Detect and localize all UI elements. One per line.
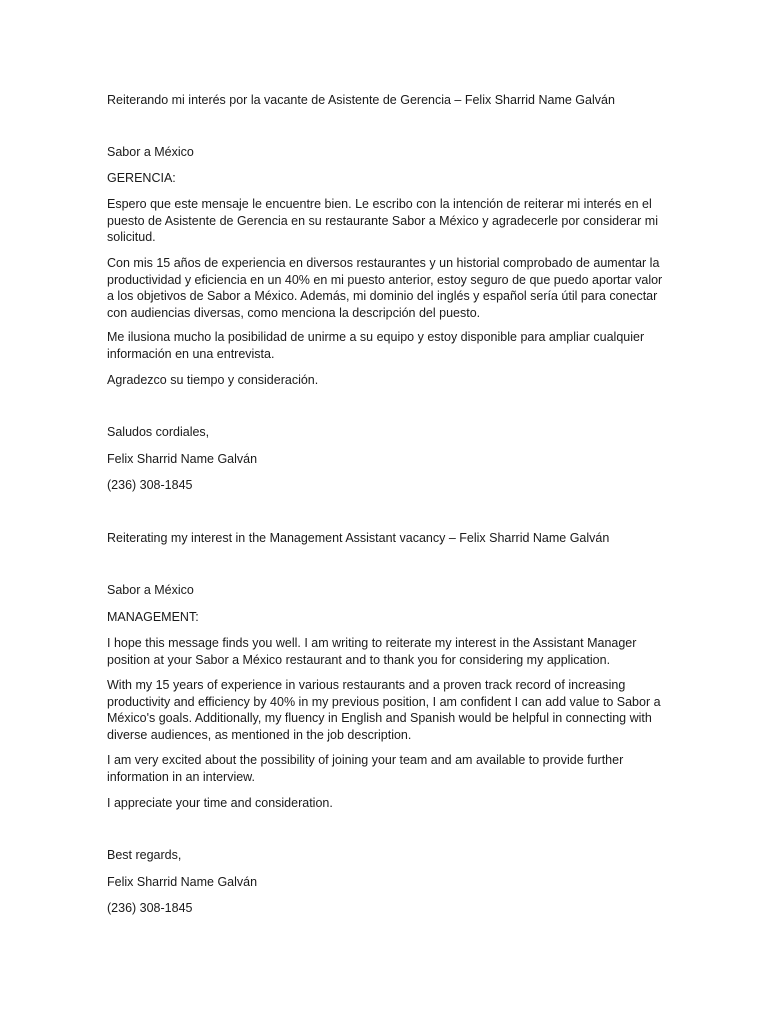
spanish-paragraph-1: Espero que este mensaje le encuentre bien. Le escribo con la intención de reiterar mi interés en el puesto de Asistente de Gerencia en su restaurante Sabor a México y agradecerle por considerar mi solicitud. xyxy=(107,197,659,244)
english-paragraph-4: I appreciate your time and consideration. xyxy=(107,796,333,810)
spanish-department: GERENCIA: xyxy=(107,171,176,185)
english-closing: Best regards, xyxy=(107,848,182,862)
english-signature-name: Felix Sharrid Name Galván xyxy=(107,875,258,889)
spanish-paragraph-3: Me ilusiona mucho la posibilidad de unirme a su equipo y estoy disponible para ampliar cualquier información en una entrevista. xyxy=(107,330,645,361)
spanish-paragraph-4: Agradezco su tiempo y consideración. xyxy=(107,373,319,387)
english-paragraph-1: I hope this message finds you well. I am writing to reiterate my interest in the Assistant Manager position at your Sabor a México restaurant and to thank you for considering my application. xyxy=(107,636,637,667)
spanish-phone: (236) 308-1845 xyxy=(107,478,193,492)
spanish-closing: Saludos cordiales, xyxy=(107,425,210,439)
english-paragraph-3: I am very excited about the possibility of joining your team and am available to provide further information in an interview. xyxy=(107,753,624,784)
english-company: Sabor a México xyxy=(107,583,194,597)
spanish-company: Sabor a México xyxy=(107,145,194,159)
spanish-signature-name: Felix Sharrid Name Galván xyxy=(107,452,258,466)
spanish-paragraph-2: Con mis 15 años de experiencia en diversos restaurantes y un historial comprobado de aumentar la productividad y eficiencia en un 40% en mi puesto anterior, estoy seguro de que puedo aportar valor a los objetivos de Sabor a México. Además, mi dominio del inglés y español sería útil para conectar con audiencias diversas, como menciona la descripción del puesto. xyxy=(107,256,663,320)
english-subject: Reiterating my interest in the Management Assistant vacancy – Felix Sharrid Name Galván xyxy=(107,531,610,545)
english-phone: (236) 308-1845 xyxy=(107,901,193,915)
english-department: MANAGEMENT: xyxy=(107,610,199,624)
spanish-subject: Reiterando mi interés por la vacante de Asistente de Gerencia – Felix Sharrid Name Galván xyxy=(107,93,615,107)
english-paragraph-2: With my 15 years of experience in various restaurants and a proven track record of increasing productivity and efficiency by 40% in my previous position, I am confident I can add value to Sabor a México's goals. Additionally, my fluency in English and Spanish would be helpful in connecting with diverse audiences, as mentioned in the job description. xyxy=(107,678,661,742)
